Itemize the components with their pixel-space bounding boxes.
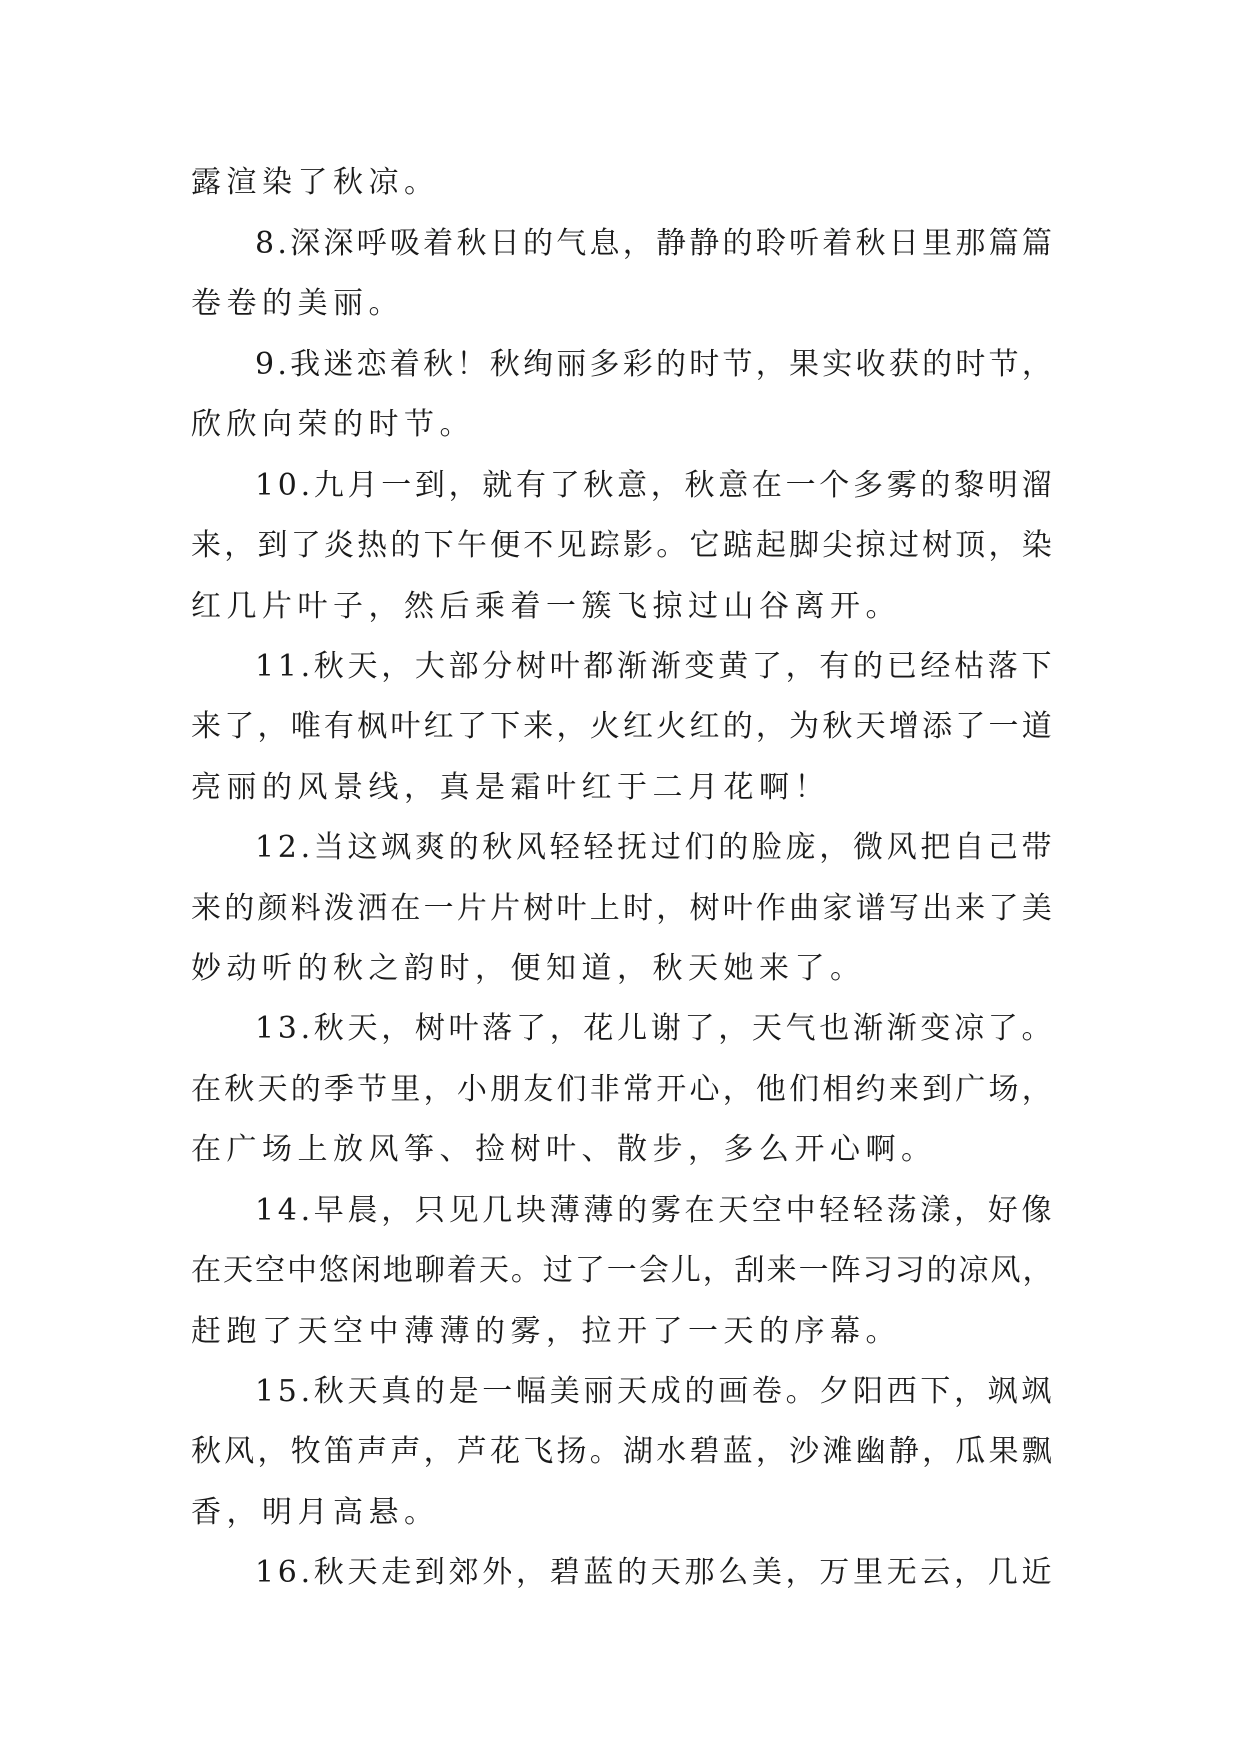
- paragraph-14-line-2: 在天空中悠闲地聊着天。过了一会儿，刮来一阵习习的凉风，: [191, 1253, 1055, 1288]
- paragraph-14-line-3: 赶跑了天空中薄薄的雾，拉开了一天的序幕。: [191, 1314, 901, 1349]
- paragraph-10-line-2: 来，到了炎热的下午便不见踪影。它踮起脚尖掠过树顶，染: [191, 528, 1055, 563]
- paragraph-11-line-1: 11.秋天，大部分树叶都渐渐变黄了，有的已经枯落下: [255, 649, 1056, 684]
- paragraph-10-line-1: 10.九月一到，就有了秋意，秋意在一个多雾的黎明溜: [255, 468, 1056, 503]
- paragraph-15-line-1: 15.秋天真的是一幅美丽天成的画卷。夕阳西下，飒飒: [255, 1374, 1056, 1409]
- paragraph-15-line-2: 秋风，牧笛声声，芦花飞扬。湖水碧蓝，沙滩幽静，瓜果飘: [191, 1434, 1055, 1469]
- paragraph-15-line-3: 香，明月高悬。: [191, 1495, 440, 1530]
- paragraph-13-line-3: 在广场上放风筝、捡树叶、散步，多么开心啊。: [191, 1132, 937, 1167]
- paragraph-14-line-1: 14.早晨，只见几块薄薄的雾在天空中轻轻荡漾，好像: [255, 1193, 1056, 1228]
- paragraph-9-line-2: 欣欣向荣的时节。: [191, 407, 475, 442]
- text-line: 露渲染了秋凉。: [191, 165, 440, 200]
- paragraph-9-line-1: 9.我迷恋着秋！秋绚丽多彩的时节，果实收获的时节，: [255, 347, 1056, 382]
- paragraph-12-line-2: 来的颜料泼洒在一片片树叶上时，树叶作曲家谱写出来了美: [191, 891, 1055, 926]
- paragraph-13-line-1: 13.秋天，树叶落了，花儿谢了，天气也渐渐变凉了。: [255, 1011, 1056, 1046]
- paragraph-12-line-1: 12.当这飒爽的秋风轻轻抚过们的脸庞，微风把自己带: [255, 830, 1056, 865]
- paragraph-16-line-1: 16.秋天走到郊外，碧蓝的天那么美，万里无云，几近: [255, 1555, 1056, 1590]
- paragraph-11-line-3: 亮丽的风景线，真是霜叶红于二月花啊！: [191, 770, 830, 805]
- paragraph-8-line-1: 8.深深呼吸着秋日的气息，静静的聆听着秋日里那篇篇: [255, 226, 1056, 261]
- paragraph-8-line-2: 卷卷的美丽。: [191, 286, 404, 321]
- paragraph-13-line-2: 在秋天的季节里，小朋友们非常开心，他们相约来到广场，: [191, 1072, 1055, 1107]
- paragraph-10-line-3: 红几片叶子，然后乘着一簇飞掠过山谷离开。: [191, 589, 901, 624]
- paragraph-12-line-3: 妙动听的秋之韵时，便知道，秋天她来了。: [191, 951, 866, 986]
- paragraph-11-line-2: 来了，唯有枫叶红了下来，火红火红的，为秋天增添了一道: [191, 709, 1055, 744]
